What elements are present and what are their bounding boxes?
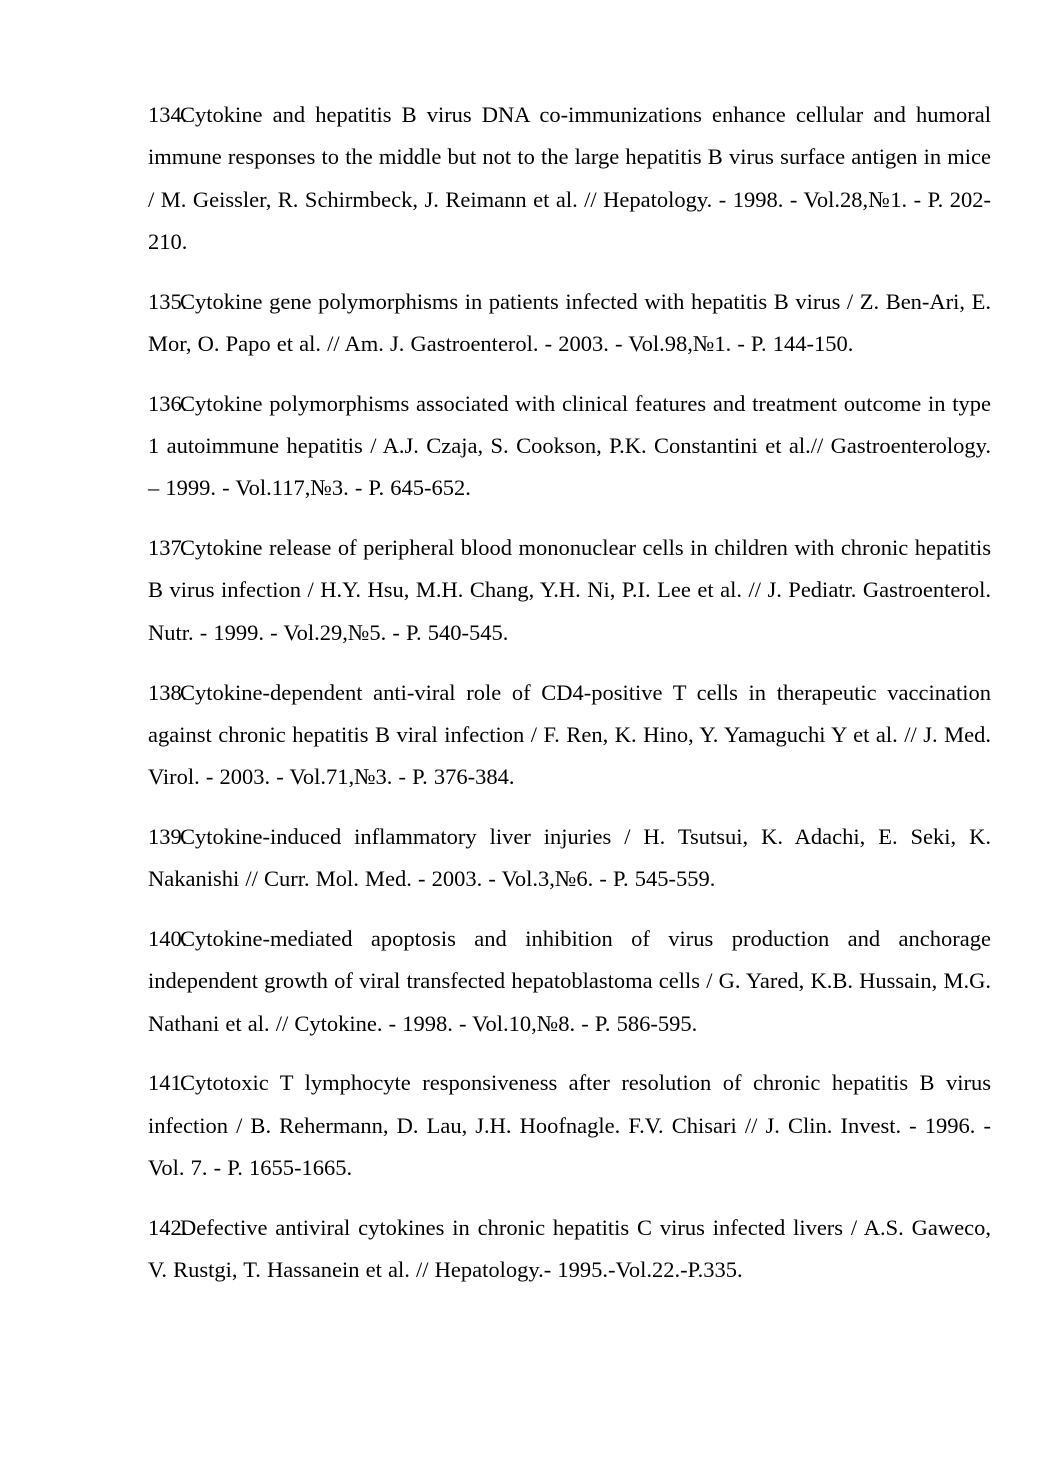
reference-item bbox=[148, 527, 991, 654]
reference-text: Cytokine-mediated apoptosis and inhibition of virus production and anchorage independent growth of viral transfected hepatoblastoma cells / G. Yared, K.B. Hussain, M.G. Nathani et al. // Cytokine. - 1998. - Vol.10,№8. - P. 586-595. bbox=[148, 926, 991, 1036]
reference-item bbox=[148, 1207, 991, 1292]
reference-text: Defective antiviral cytokines in chronic hepatitis C virus infected livers / A.S. Gaweco, V. Rustgi, T. Hassanein et al. // Hepatology.- 1995.-Vol.22.-P.335. bbox=[148, 1214, 991, 1283]
reference-number: 141. bbox=[148, 1070, 188, 1096]
reference-text: Cytokine release of peripheral blood mononuclear cells in children with chronic hepatitis B virus infection / H.Y. Hsu, M.H. Chang, Y.H. Ni, P.I. Lee et al. // J. Pediatr. Gastroenterol. Nutr. - 1999. - Vol.29,№5. - P. 540-545. bbox=[148, 535, 991, 645]
reference-number: 134. bbox=[148, 102, 188, 127]
reference-item bbox=[148, 94, 991, 263]
reference-list bbox=[148, 94, 991, 1309]
reference-text: Cytokine gene polymorphisms in patients infected with hepatitis B virus / Z. Ben-Ari, E. Mor, O. Papo et al. // Am. J. Gastroenterol. - 2003. - Vol.98,№1. - P. 144-150. bbox=[148, 288, 991, 356]
reference-item bbox=[148, 1062, 991, 1189]
reference-number: 137. bbox=[148, 535, 188, 561]
reference-item bbox=[148, 672, 991, 799]
reference-text: Cytotoxic T lymphocyte responsiveness after resolution of chronic hepatitis B virus infection / B. Rehermann, D. Lau, J.H. Hoofnagle. F.V. Chisari // J. Clin. Invest. - 1996. - Vol. 7. - P. 1655-1665. bbox=[148, 1070, 991, 1181]
reference-number: 139. bbox=[148, 823, 188, 849]
reference-text: Cytokine and hepatitis B virus DNA co-immunizations enhance cellular and humoral immune responses to the middle but not to the large hepatitis B virus surface antigen in mice / M. Geissler, R. Schirmbeck, J. Reimann et al. // Hepatology. - 1998. - Vol.28,№1. - P. 202-210. bbox=[148, 102, 991, 254]
reference-number: 136. bbox=[148, 390, 188, 416]
reference-text: Cytokine-induced inflammatory liver injuries / H. Tsutsui, K. Adachi, E. Seki, K. Nakanishi // Curr. Mol. Med. - 2003. - Vol.3,№6. - P. 545-559. bbox=[148, 823, 991, 892]
reference-number: 135. bbox=[148, 288, 188, 314]
reference-item bbox=[148, 281, 991, 366]
reference-item bbox=[148, 383, 991, 510]
reference-item bbox=[148, 918, 991, 1045]
reference-number: 140. bbox=[148, 926, 188, 952]
reference-number: 142. bbox=[148, 1214, 188, 1240]
reference-text: Cytokine-dependent anti-viral role of CD4-positive T cells in therapeutic vaccination against chronic hepatitis B viral infection / F. Ren, K. Hino, Y. Yamaguchi Y et al. // J. Med. Virol. - 2003. - Vol.71,№3. - P. 376-384. bbox=[148, 679, 991, 790]
reference-text: Cytokine polymorphisms associated with clinical features and treatment outcome in type 1 autoimmune hepatitis / A.J. Czaja, S. Cookson, P.K. Constantini et al.// Gastroenterology. – 1999. - Vol.117,№3. - P. 645-652. bbox=[148, 390, 991, 501]
reference-number: 138. bbox=[148, 679, 188, 705]
reference-item bbox=[148, 816, 991, 901]
